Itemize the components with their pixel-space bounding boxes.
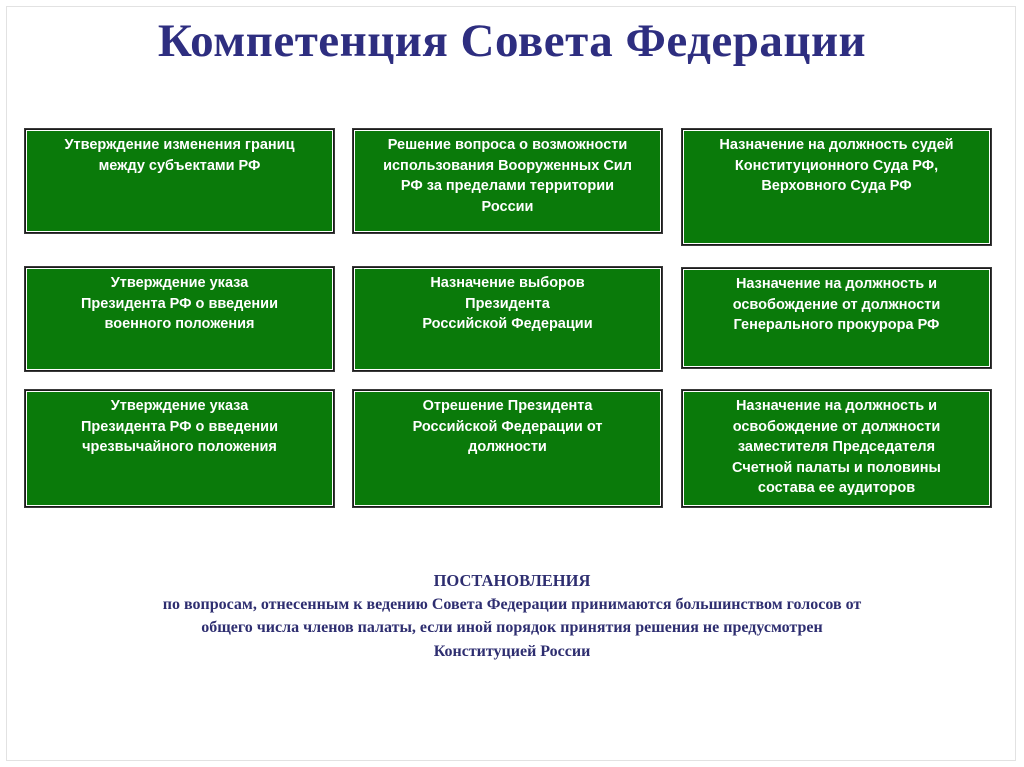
note-body: по вопросам, отнесенным к ведению Совета Федерации принимаются большинством голосов от общего числа членов палаты, если иной порядок принятия решения не предусмотрен Конституцией России: [162, 595, 862, 660]
competence-card-impeachment: [354, 391, 661, 506]
card-text: Назначение выборов Президента Российской Федерации: [422, 275, 593, 332]
competence-card-prosecutor: [683, 269, 990, 367]
competence-card-accounts-chamber: [683, 391, 990, 506]
competence-card-judges: [683, 130, 990, 244]
note-heading: ПОСТАНОВЛЕНИЯ: [433, 571, 591, 590]
card-text: Решение вопроса о возможности использования Вооруженных Сил РФ за пределами территории России: [383, 137, 632, 215]
card-text: Назначение на должность и освобождение от должности заместителя Председателя Счетной палаты и половины состава ее аудиторов: [732, 398, 941, 496]
card-text: Утверждение изменения границ между субъектами РФ: [64, 137, 295, 174]
card-text: Назначение на должность и освобождение от должности Генерального прокурора РФ: [732, 276, 941, 333]
resolutions-note: [0, 569, 1024, 663]
card-text: Утверждение указа Президента РФ о введении чрезвычайного положения: [80, 398, 278, 455]
competence-card-martial-law: [26, 268, 333, 370]
competence-card-armed-forces: [354, 130, 661, 232]
slide-title: Компетенция Совета Федерации: [157, 15, 867, 67]
card-text: Отрешение Президента Российской Федерации от должности: [412, 398, 603, 455]
competence-card-elections: [354, 268, 661, 370]
competence-card-borders: [26, 130, 333, 232]
competence-card-emergency: [26, 391, 333, 506]
card-text: Назначение на должность судей Конституционного Суда РФ, Верховного Суда РФ: [719, 137, 954, 194]
card-text: Утверждение указа Президента РФ о введении военного положения: [80, 275, 278, 332]
